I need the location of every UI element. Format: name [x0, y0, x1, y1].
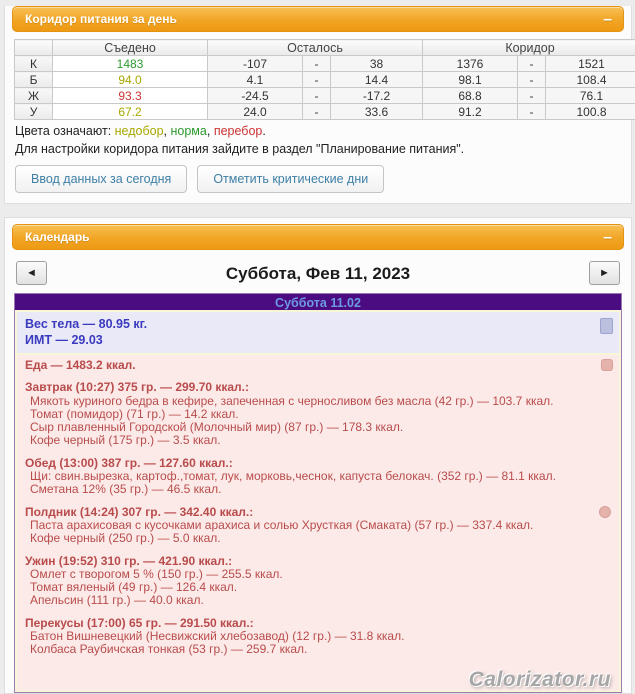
date-navigation	[14, 257, 622, 290]
dash: -	[518, 56, 546, 72]
calendar-panel	[4, 217, 632, 694]
corr-min: 91.2	[423, 104, 518, 120]
calorizator-watermark: Calorizator.ru	[469, 673, 611, 686]
corr-min: 1376	[423, 56, 518, 72]
corr-max: 1521	[546, 56, 635, 72]
meal-item: Томат (помидор) (71 гр.) — 14.2 ккал.	[25, 408, 611, 421]
day-header: Суббота 11.02	[15, 294, 621, 312]
table-header-row	[15, 40, 635, 56]
eaten-value: 93.3	[53, 88, 208, 104]
meal-item: Паста арахисовая с кусочками арахиса и солью Хрусткая (Смаката) (57 гр.) — 337.4 ккал.	[25, 519, 611, 532]
body-weight-line: Вес тела — 80.95 кг.	[25, 316, 611, 332]
corr-max: 76.1	[546, 88, 635, 104]
meal-block-lunch	[25, 457, 611, 497]
dash: -	[518, 88, 546, 104]
meal-block-dinner	[25, 555, 611, 608]
meal-item: Щи: свин.вырезка, картоф.,томат, лук, морковь,чеснок, капуста белокач. (352 гр.) — 81.1 ккал.	[25, 470, 611, 483]
calendar-panel-title: Календарь	[25, 230, 90, 244]
left-max: 38	[331, 56, 423, 72]
legend-prefix: Цвета означают:	[15, 124, 115, 138]
food-section	[15, 355, 621, 692]
meal-block-snack-afternoon	[25, 506, 611, 546]
table-row-carbs	[15, 104, 635, 120]
meal-item: Колбаса Раубичская тонкая (53 гр.) — 259.7 ккал.	[25, 643, 611, 656]
meal-title: Ужин (19:52) 310 гр. — 421.90 ккал.:	[25, 555, 611, 568]
meal-item: Сметана 12% (35 гр.) — 46.5 ккал.	[25, 483, 611, 496]
legend-over: перебор	[214, 124, 263, 138]
legend-norm: норма	[171, 124, 207, 138]
left-max: -17.2	[331, 88, 423, 104]
calendar-minimize-button[interactable]: –	[603, 225, 612, 250]
meal-block-breakfast	[25, 381, 611, 447]
meal-title: Завтрак (10:27) 375 гр. — 299.70 ккал.:	[25, 381, 611, 394]
left-max: 33.6	[331, 104, 423, 120]
corr-max: 100.8	[546, 104, 635, 120]
calendar-panel-header[interactable]	[12, 224, 624, 250]
col-header-corridor: Коридор	[423, 40, 635, 56]
legend-sep: ,	[164, 124, 171, 138]
current-date-title: Суббота, Фев 11, 2023	[14, 257, 622, 290]
color-legend	[15, 124, 621, 138]
mark-critical-days-button[interactable]: Отметить критические дни	[197, 165, 384, 193]
dash: -	[303, 104, 331, 120]
col-header-left: Осталось	[208, 40, 423, 56]
corr-min: 98.1	[423, 72, 518, 88]
weight-section	[15, 312, 621, 355]
left-min: 24.0	[208, 104, 303, 120]
meal-item: Кофе черный (250 гр.) — 5.0 ккал.	[25, 532, 611, 545]
meal-item: Батон Вишневецкий (Несвижский хлебозавод) (12 гр.) — 31.8 ккал.	[25, 630, 611, 643]
dash: -	[303, 56, 331, 72]
dash: -	[303, 88, 331, 104]
corridor-panel-header[interactable]	[12, 6, 624, 32]
dash: -	[518, 72, 546, 88]
eaten-value: 67.2	[53, 104, 208, 120]
corridor-table	[14, 39, 635, 120]
meal-item: Кофе черный (175 гр.) — 3.5 ккал.	[25, 434, 611, 447]
next-day-button[interactable]	[589, 261, 620, 285]
left-max: 14.4	[331, 72, 423, 88]
table-row-calories	[15, 56, 635, 72]
enter-data-button[interactable]: Ввод данных за сегодня	[15, 165, 187, 193]
corridor-panel-title: Коридор питания за день	[25, 12, 177, 26]
corr-max: 108.4	[546, 72, 635, 88]
meal-title: Обед (13:00) 387 гр. — 127.60 ккал.:	[25, 457, 611, 470]
row-label: К	[15, 56, 53, 72]
right-arrow-icon: ►	[599, 267, 610, 279]
meal-title: Перекусы (17:00) 65 гр. — 291.50 ккал.:	[25, 617, 611, 630]
edit-snack-icon[interactable]	[599, 506, 611, 518]
meal-item: Мякоть куриного бедра в кефире, запеченная с черносливом без масла (42 гр.) — 103.7 ккал.	[25, 395, 611, 408]
edit-weight-icon[interactable]	[600, 318, 613, 334]
legend-sep: ,	[207, 124, 214, 138]
table-row-protein	[15, 72, 635, 88]
left-min: -24.5	[208, 88, 303, 104]
day-block	[14, 293, 622, 693]
meal-block-snacks	[25, 617, 611, 657]
corner-cell	[15, 40, 53, 56]
row-label: Б	[15, 72, 53, 88]
corridor-minimize-button[interactable]: –	[603, 7, 612, 32]
meal-item: Апельсин (111 гр.) — 40.0 ккал.	[25, 594, 611, 607]
dash: -	[518, 104, 546, 120]
corridor-panel	[4, 6, 632, 204]
corr-min: 68.8	[423, 88, 518, 104]
table-row-fat	[15, 88, 635, 104]
row-label: Ж	[15, 88, 53, 104]
corridor-buttons-row	[15, 165, 621, 193]
dash: -	[303, 72, 331, 88]
legend-suffix: .	[262, 124, 265, 138]
food-total-line: Еда — 1483.2 ккал.	[25, 359, 611, 372]
left-min: -107	[208, 56, 303, 72]
edit-food-icon[interactable]	[601, 359, 613, 371]
meal-item: Сыр плавленный Городской (Молочный мир) (87 гр.) — 178.3 ккал.	[25, 421, 611, 434]
left-arrow-icon: ◄	[26, 267, 37, 279]
bmi-line: ИМТ — 29.03	[25, 332, 611, 348]
eaten-value: 94.0	[53, 72, 208, 88]
page	[0, 6, 635, 694]
meal-title: Полдник (14:24) 307 гр. — 342.40 ккал.:	[25, 506, 611, 519]
row-label: У	[15, 104, 53, 120]
meal-item: Томат вяленый (49 гр.) — 126.4 ккал.	[25, 581, 611, 594]
col-header-eaten: Съедено	[53, 40, 208, 56]
eaten-value: 1483	[53, 56, 208, 72]
legend-under: недобор	[115, 124, 164, 138]
left-min: 4.1	[208, 72, 303, 88]
meal-item: Омлет с творогом 5 % (150 гр.) — 255.5 ккал.	[25, 568, 611, 581]
prev-day-button[interactable]	[16, 261, 47, 285]
settings-note: Для настройки коридора питания зайдите в раздел "Планирование питания".	[15, 142, 621, 156]
